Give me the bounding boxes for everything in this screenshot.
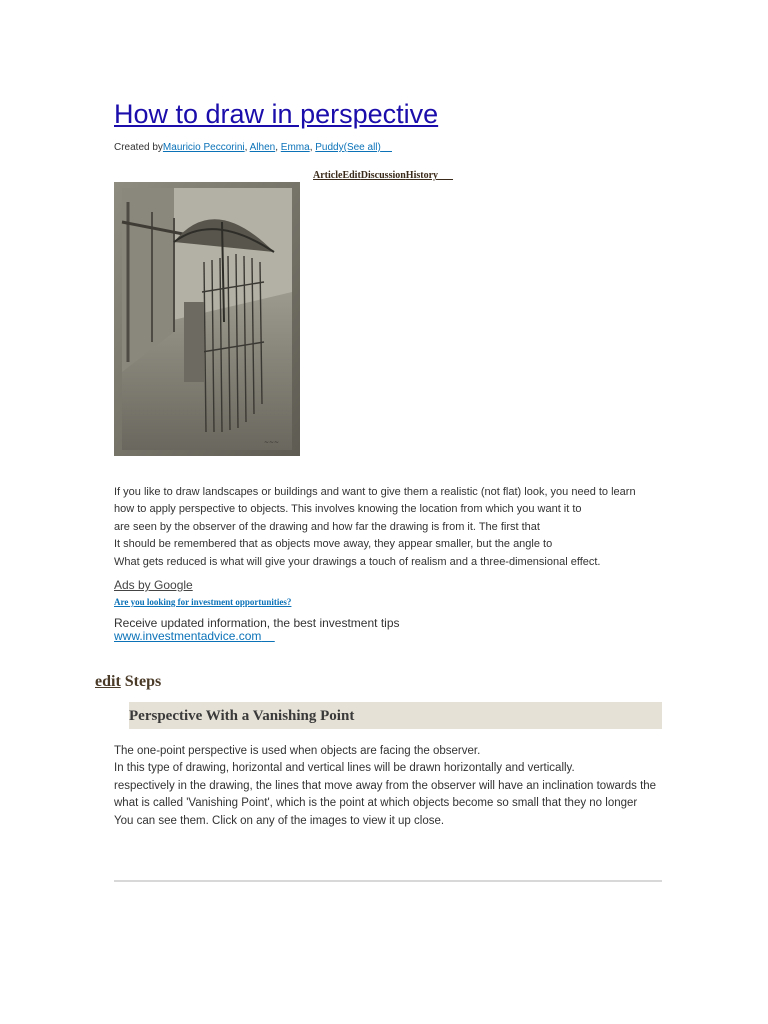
author-link[interactable]: Emma	[280, 142, 310, 153]
steps-paragraph	[114, 743, 674, 830]
intro-line: What gets reduced is what will give your drawings a touch of realism and a three-dimensional effect.	[114, 555, 601, 568]
article-image-street-umbrella[interactable]	[114, 182, 300, 456]
author-link[interactable]: Mauricio Peccorini	[162, 142, 245, 153]
tab-history[interactable]: History	[405, 170, 439, 181]
step-line: In this type of drawing, horizontal and vertical lines will be drawn horizontally and vertically.	[114, 762, 575, 775]
intro-line: how to apply perspective to objects. This involves knowing the location from which you want it to	[114, 503, 582, 516]
step-line: You can see them. Click on any of the images to view it up close.	[114, 814, 445, 827]
section-title: Steps	[124, 673, 162, 690]
step-line: respectively in the drawing, the lines that move away from the observer will have an inclination towards the	[114, 779, 657, 792]
step-line: what is called 'Vanishing Point', which is the point at which objects become so small that they no longer	[114, 797, 638, 810]
ad-url-link[interactable]	[114, 629, 275, 643]
tab-article[interactable]: Article	[313, 170, 343, 181]
ad-description: Receive updated information, the best investment tips	[114, 616, 400, 630]
artist-signature: ~~~	[264, 439, 280, 446]
byline: Created byMauricio Peccorini, Alhen, Emma, Puddy(See all)	[114, 142, 392, 153]
intro-line: It should be remembered that as objects move away, they appear smaller, but the angle to	[114, 538, 553, 551]
tabs-underline-tail	[438, 170, 453, 181]
ad-title-link[interactable]: Are you looking for investment opportunities?	[114, 597, 292, 607]
subsection-title: Perspective With a Vanishing Point	[129, 708, 355, 724]
byline-prefix: Created by	[114, 142, 163, 153]
pencil-drawing-illustration	[114, 182, 300, 456]
intro-paragraph	[114, 484, 674, 571]
subsection-header-bar	[129, 702, 662, 729]
edit-section-link[interactable]: edit	[95, 673, 121, 690]
intro-line: If you like to draw landscapes or buildings and want to give them a realistic (not flat) look, you need to learn	[114, 486, 636, 498]
article-title[interactable]: How to draw in perspective	[114, 99, 439, 129]
tab-edit[interactable]: Edit	[342, 170, 361, 181]
steps-section-heading	[95, 673, 161, 691]
content-divider	[114, 880, 662, 882]
ads-by-google-link[interactable]: Ads by Google	[114, 578, 193, 592]
step-line: The one-point perspective is used when objects are facing the observer.	[114, 745, 481, 757]
author-link[interactable]: Puddy	[315, 142, 344, 153]
article-tabs	[313, 170, 453, 181]
ad-url-underline-tail	[261, 629, 274, 643]
ad-url-text[interactable]: www.investmentadvice.com	[114, 629, 262, 643]
author-link[interactable]: Alhen	[249, 142, 276, 153]
see-all-authors-link[interactable]: (See all)	[343, 142, 381, 153]
intro-line: are seen by the observer of the drawing and how far the drawing is from it. The first that	[114, 520, 540, 533]
tab-discussion[interactable]: Discussion	[360, 170, 406, 181]
see-all-underline-tail	[381, 142, 392, 153]
